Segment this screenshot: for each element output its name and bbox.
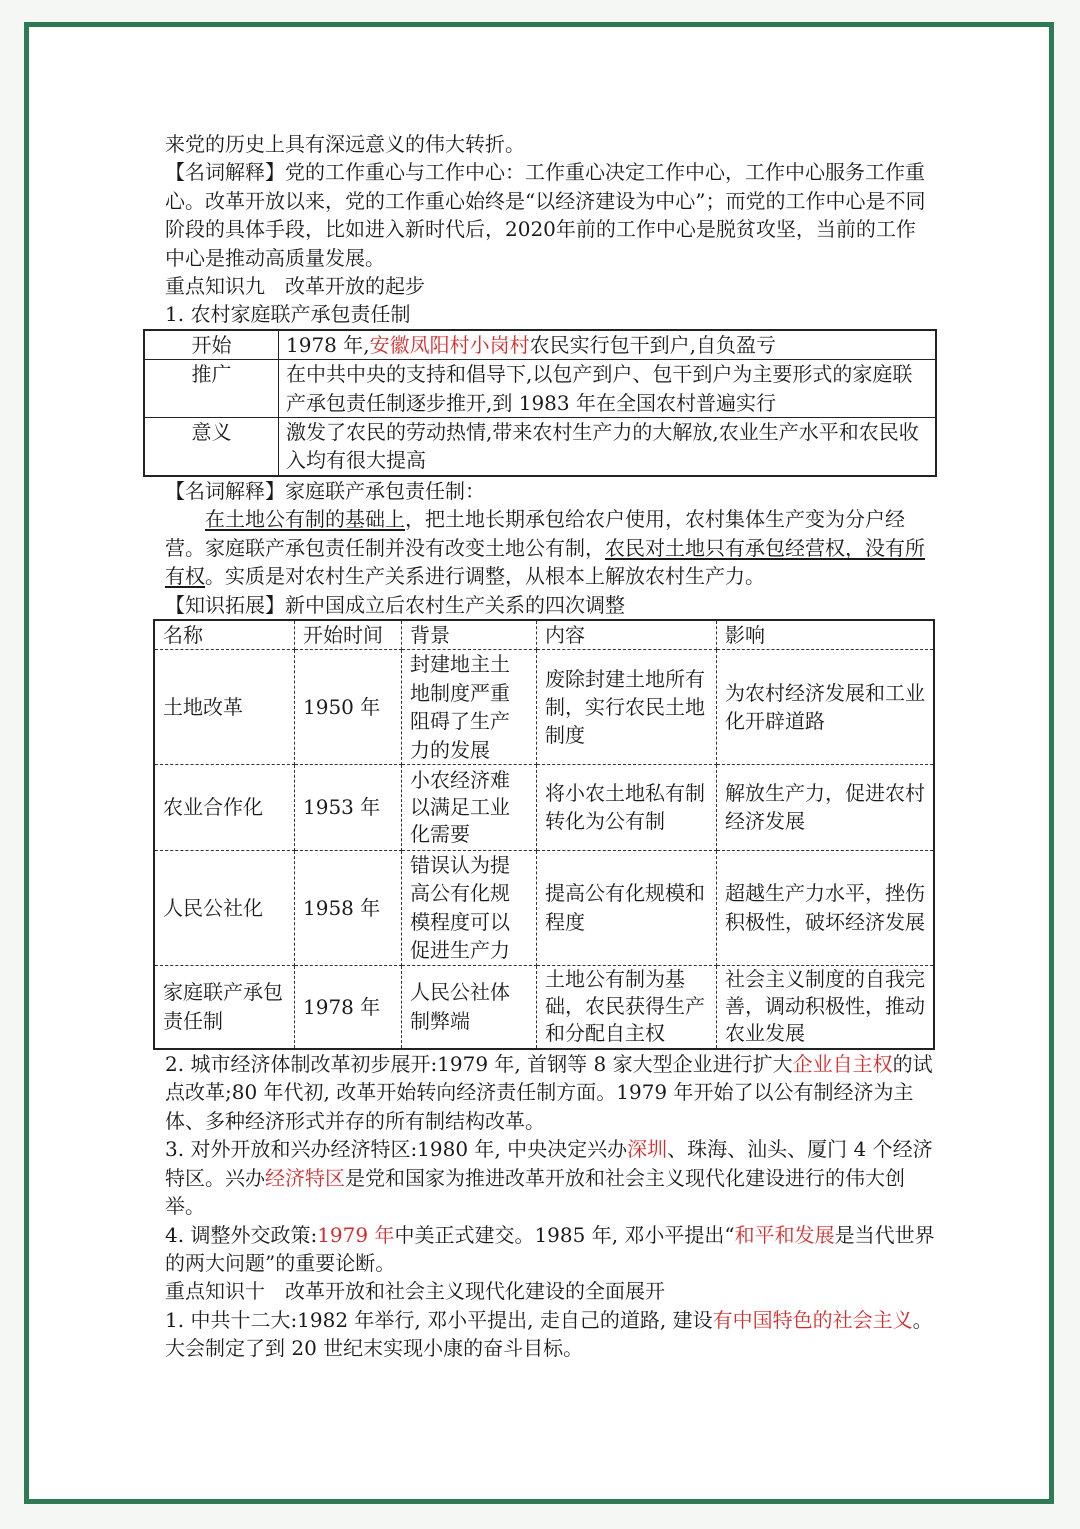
table-row [144, 360, 936, 418]
table-cell: 1953 年 [295, 764, 402, 850]
knowledge-extension-title: 【知识拓展】新中国成立后农村生产关系的四次调整 [165, 592, 625, 617]
term-explanation-1 [165, 158, 935, 272]
table-row [144, 418, 936, 476]
row-value-meaning: 激发了农民的劳动热情,带来农村生产力的大解放,农业生产水平和农民收入均有很大提高 [279, 418, 937, 476]
column-header: 名称 [154, 620, 295, 650]
underlined-phrase-2: 农民对土地只有承包经营权，没有所有权 [165, 535, 925, 589]
table-cell: 小农经济难以满足工业化需要 [402, 764, 537, 850]
table-row [144, 330, 936, 360]
table-cell: 农业合作化 [154, 764, 295, 850]
contract-system-table [143, 329, 937, 477]
table-cell: 提高公有化规模和程度 [537, 850, 717, 965]
paragraph-intro: 来党的历史上具有深远意义的伟大转折。 [165, 132, 525, 156]
highlight-shenzhen: 深圳 [627, 1137, 668, 1162]
table-cell: 家庭联产承包责任制 [154, 965, 295, 1049]
row-label-start: 开始 [144, 330, 279, 360]
term-text: 党的工作重心与工作中心：工作重心决定工作中心，工作中心服务工作重心。改革开放以来，党的工作重心始终是“以经济建设为中心”；而党的工作中心是不同阶段的具体手段，比如进入新时代后，2020年前的工作中心是脱贫攻坚，当前的工作中心是推动高质量发展。 [165, 160, 926, 270]
table-row [154, 965, 934, 1049]
term-explanation-2-text: 在土地公有制的基础上，把土地长期承包给农户使用，农村集体生产变为分户经营。家庭联产承包责任制并没有改变土地公有制，农民对土地只有承包经营权，没有所有权。实质是对农村生产关系进行调整，从根本上解放农村生产力。 [165, 507, 925, 589]
highlight-xiaogang: 安徽凤阳村小岗村 [369, 332, 530, 357]
table-row [154, 650, 934, 765]
column-header: 内容 [537, 620, 717, 650]
section-12th-congress: 1. 中共十二大:1982 年举行, 邓小平提出, 走自己的道路, 建设有中国特色的社会主义。大会制定了到 20 世纪末实现小康的奋斗目标。 [165, 1307, 933, 1361]
subheading-rural-contract: 1. 农村家庭联产承包责任制 [165, 302, 411, 327]
underlined-phrase-1: 在土地公有制的基础上 [205, 507, 405, 532]
section-foreign-policy: 4. 调整外交政策:1979 年中美正式建交。1985 年, 邓小平提出“和平和发展是当代世界的两大问题”的重要论断。 [165, 1222, 935, 1275]
column-header: 影响 [717, 620, 935, 650]
table-cell: 1950 年 [295, 650, 402, 765]
table-cell: 1958 年 [295, 850, 402, 965]
table-cell: 错误认为提高公有化规模程度可以促进生产力 [402, 850, 537, 965]
section-urban-reform: 2. 城市经济体制改革初步展开:1979 年, 首钢等 8 家大型企业进行扩大企业自主权的试点改革;80 年代初, 改革开始转向经济责任制方面。1979 年开始了以公有制经济为主体、多种经济形式并存的所有制结构改革。 [165, 1052, 933, 1133]
table-cell: 封建地主土地制度严重阻碍了生产力的发展 [402, 650, 537, 765]
table-row [154, 850, 934, 965]
extension-tag: 【知识拓展】 [165, 592, 285, 617]
table-cell: 人民公社体制弊端 [402, 965, 537, 1049]
term-tag: 【名词解释】 [165, 478, 285, 503]
heading-key-point-10: 重点知识十 改革开放和社会主义现代化建设的全面展开 [165, 1279, 665, 1304]
table-cell: 解放生产力，促进农村经济发展 [717, 764, 935, 850]
section-special-zones: 3. 对外开放和兴办经济特区:1980 年, 中央决定兴办深圳、珠海、汕头、厦门 4 个经济特区。兴办经济特区是党和国家为推进改革开放和社会主义现代化建设进行的伟大创举。 [165, 1137, 933, 1219]
row-label-meaning: 意义 [144, 418, 279, 476]
heading-key-point-9: 重点知识九 改革开放的起步 [165, 274, 425, 299]
highlight-peace-development: 和平和发展 [734, 1222, 835, 1247]
table-cell: 为农村经济发展和工业化开辟道路 [717, 650, 935, 765]
table-cell: 土地公有制为基础，农民获得生产和分配自主权 [537, 965, 717, 1049]
column-header: 背景 [402, 620, 537, 650]
table-cell: 社会主义制度的自我完善，调动积极性，推动农业发展 [717, 965, 935, 1049]
table-cell: 人民公社化 [154, 850, 295, 965]
table-header-row [154, 620, 934, 650]
term-explanation-2-title: 【名词解释】家庭联产承包责任制： [165, 478, 485, 503]
term-tag: 【名词解释】 [165, 160, 285, 185]
highlight-enterprise-autonomy: 企业自主权 [792, 1052, 893, 1077]
column-header: 开始时间 [295, 620, 402, 650]
highlight-economic-zones: 经济特区 [265, 1165, 345, 1190]
row-value-start: 1978 年,安徽凤阳村小岗村农民实行包干到户,自负盈亏 [279, 330, 937, 360]
table-cell: 1978 年 [295, 965, 402, 1049]
table-row [154, 764, 934, 850]
document-body [165, 130, 935, 1363]
table-cell: 废除封建土地所有制，实行农民土地制度 [537, 650, 717, 765]
highlight-1979: 1979 年 [317, 1222, 395, 1247]
row-value-promote: 在中共中央的支持和倡导下,以包产到户、包干到户为主要形式的家庭联产承包责任制逐步推开,到 1983 年在全国农村普遍实行 [279, 360, 937, 418]
production-relations-table [153, 619, 935, 1050]
row-label-promote: 推广 [144, 360, 279, 418]
highlight-chinese-characteristics: 有中国特色的社会主义 [712, 1307, 913, 1332]
table-cell: 将小农土地私有制转化为公有制 [537, 764, 717, 850]
table-cell: 超越生产力水平，挫伤积极性，破坏经济发展 [717, 850, 935, 965]
table-cell: 土地改革 [154, 650, 295, 765]
